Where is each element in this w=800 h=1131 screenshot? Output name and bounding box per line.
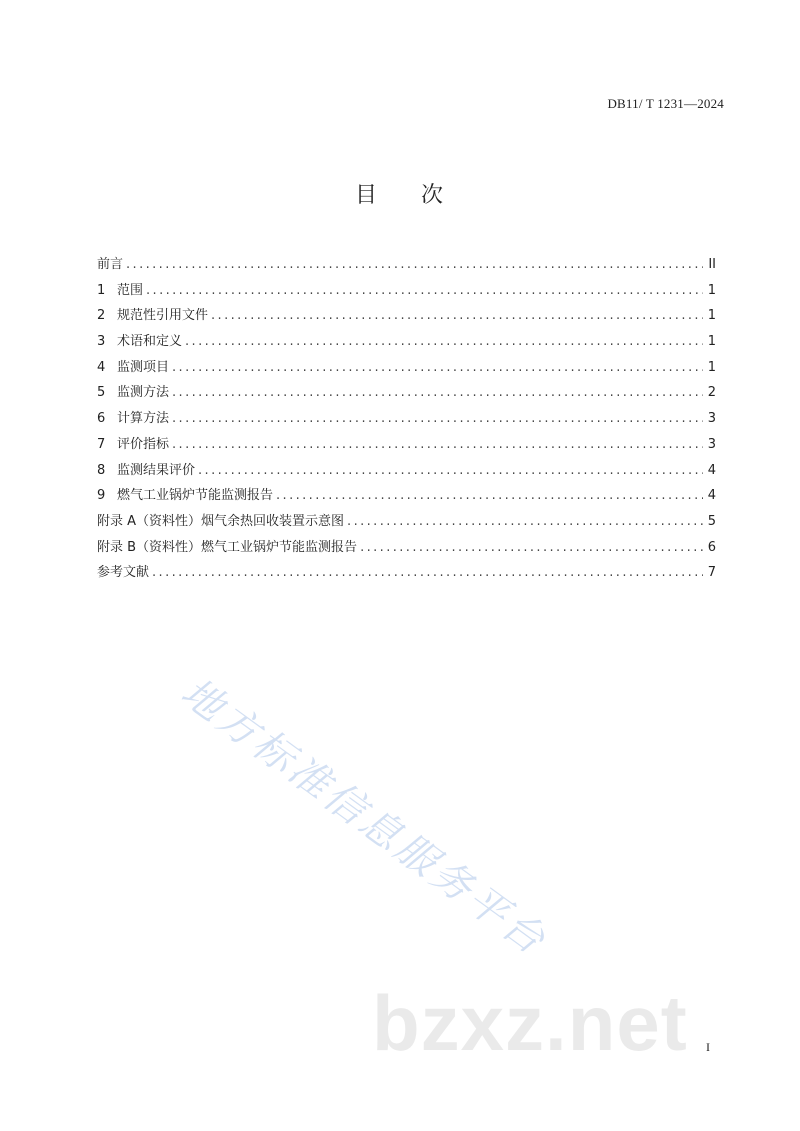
toc-entry-label: 前言	[97, 257, 124, 272]
toc-entry-label: 燃气工业锅炉节能监测报告	[117, 488, 274, 504]
toc-entry[interactable]	[97, 380, 716, 406]
toc-entry-label: 附录 B（资料性）燃气工业锅炉节能监测报告	[97, 539, 358, 555]
toc-entry-label: 规范性引用文件	[117, 308, 209, 324]
toc-entry-page: 2	[707, 385, 716, 401]
toc-entry-page: 4	[707, 462, 716, 478]
toc-entry-page: 1	[707, 334, 716, 350]
toc-entry-page: 1	[707, 308, 716, 324]
toc-leader-dots	[172, 355, 703, 381]
toc-title	[0, 178, 800, 209]
toc-entry-label: 参考文献	[97, 565, 150, 581]
toc-entry[interactable]	[97, 458, 716, 484]
toc-entry[interactable]	[97, 560, 716, 586]
toc-entry-number: 1	[97, 282, 106, 298]
toc-entry[interactable]	[97, 509, 716, 535]
toc-entry-number: 4	[97, 359, 106, 375]
toc-title-part1: 目	[354, 183, 379, 208]
toc-title-part2: 次	[421, 183, 446, 208]
toc-entry-label: 计算方法	[117, 411, 170, 427]
toc-entry-page: 3	[707, 411, 716, 427]
toc-entry-label: 监测项目	[117, 359, 170, 375]
toc-entry-label: 监测结果评价	[117, 462, 196, 478]
toc-entry[interactable]	[97, 303, 716, 329]
toc-leader-dots	[185, 329, 703, 355]
toc-leader-dots	[347, 509, 703, 535]
toc-leader-dots	[172, 406, 703, 432]
toc-entry-label: 评价指标	[117, 436, 170, 452]
toc-entry-label: 范围	[117, 282, 144, 298]
toc-entry[interactable]	[97, 278, 716, 304]
toc-entry-page: II	[708, 257, 716, 272]
toc-entry-page: 7	[707, 565, 716, 581]
toc-leader-dots	[126, 252, 703, 278]
toc-entry-number: 9	[97, 488, 106, 504]
toc-leader-dots	[172, 380, 703, 406]
toc-entry-number: 8	[97, 462, 106, 478]
toc-entry[interactable]	[97, 329, 716, 355]
toc-leader-dots	[360, 535, 703, 561]
toc-entry-page: 5	[707, 513, 716, 529]
toc-entry[interactable]	[97, 252, 716, 278]
toc-entry-label: 术语和定义	[117, 334, 183, 350]
toc-entry-page: 6	[707, 539, 716, 555]
toc-leader-dots	[198, 458, 703, 484]
page-number: I	[706, 1040, 710, 1054]
toc-entry-label: 监测方法	[117, 385, 170, 401]
toc-entry[interactable]	[97, 483, 716, 509]
toc-entry[interactable]	[97, 406, 716, 432]
watermark-platform: 地方标准信息服务平台	[172, 669, 556, 966]
toc-entry[interactable]	[97, 355, 716, 381]
toc-entry-number: 7	[97, 436, 106, 452]
toc-entry-number: 2	[97, 308, 106, 324]
table-of-contents	[97, 252, 716, 586]
toc-leader-dots	[276, 483, 703, 509]
watermark-site: bzxz.net	[372, 979, 688, 1067]
toc-entry-page: 1	[707, 282, 716, 298]
toc-entry-label: 附录 A（资料性）烟气余热回收装置示意图	[97, 513, 345, 529]
toc-entry-number: 3	[97, 334, 106, 350]
toc-entry-page: 3	[707, 436, 716, 452]
document-code: DB11/ T 1231—2024	[607, 96, 724, 111]
toc-entry-number: 5	[97, 385, 106, 401]
toc-leader-dots	[211, 303, 703, 329]
toc-leader-dots	[172, 432, 703, 458]
toc-entry[interactable]	[97, 535, 716, 561]
toc-leader-dots	[152, 560, 703, 586]
toc-entry-page: 4	[707, 488, 716, 504]
toc-leader-dots	[146, 278, 703, 304]
toc-entry-page: 1	[707, 359, 716, 375]
toc-entry[interactable]	[97, 432, 716, 458]
toc-entry-number: 6	[97, 411, 106, 427]
